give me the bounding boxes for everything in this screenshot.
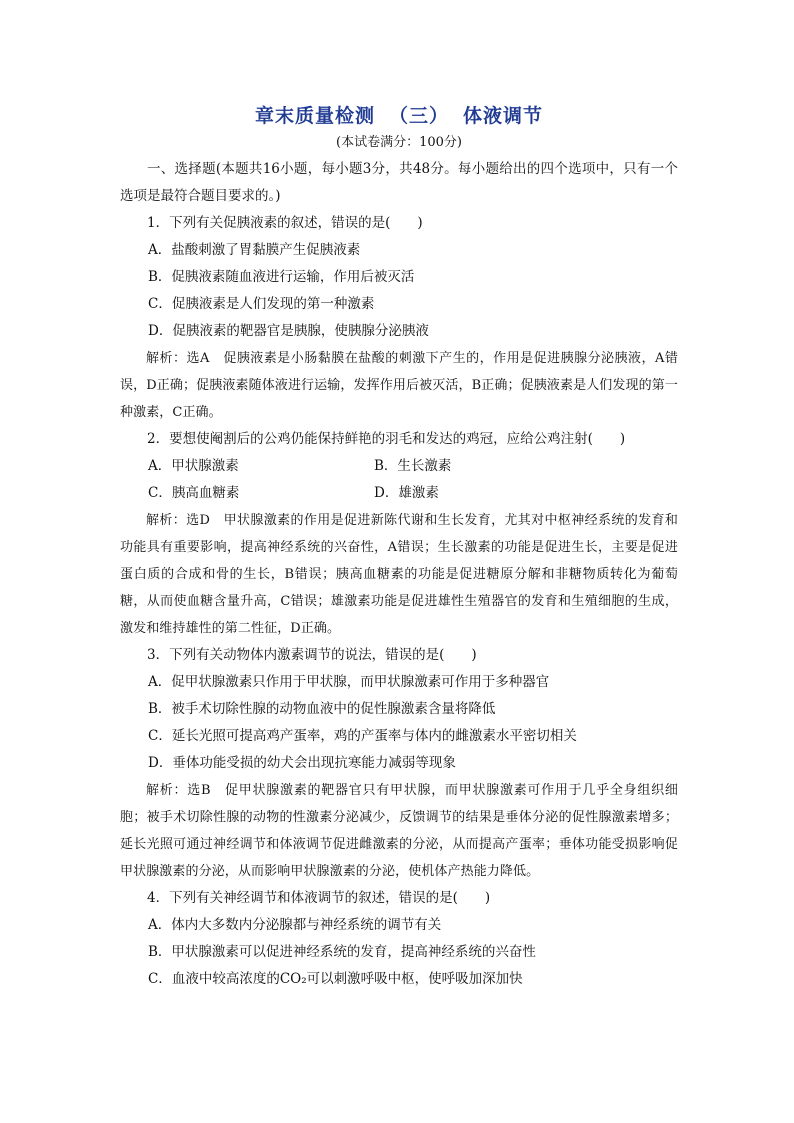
option-c: C．血液中较高浓度的CO₂可以刺激呼吸中枢，使呼吸加深加快 (148, 971, 523, 987)
question-stem: 4．下列有关神经调节和体液调节的叙述，错误的是( ) (147, 890, 491, 906)
title-topic: 体液调节 (463, 105, 544, 127)
option-a: A．促甲状腺激素只作用于甲状腺，而甲状腺激素可作用于多种器官 (148, 674, 550, 690)
option-d: D．雄激素 (374, 485, 439, 501)
title-main: 章末质量检测 (254, 105, 375, 127)
option-d: D．促胰液素的靶器官是胰腺，使胰腺分泌胰液 (148, 323, 429, 339)
option-row (120, 453, 678, 480)
option-c: C．延长光照可提高鸡产蛋率，鸡的产蛋率与体内的雌激素水平密切相关 (148, 728, 577, 744)
option-a: A．甲状腺激素 (148, 458, 239, 474)
page-title (120, 104, 678, 128)
option-b: B．生长激素 (374, 458, 452, 474)
document-page (120, 104, 678, 993)
analysis: 解析：选B 促甲状腺激素的靶器官只有甲状腺，而甲状腺激素可作用于几乎全身组织细胞；被手术切除性腺的动物的性激素分泌减少，反馈调节的结果是垂体分泌的促性腺激素增多；延长光照可通过神经调节和体液调节促进雌激素的分泌，从而提高产蛋率；垂体功能受损影响促甲状腺激素的分泌，从而影响甲状腺激素的分泌，使机体产热能力降低。 (120, 783, 678, 879)
option-a: A．盐酸刺激了胃黏膜产生促胰液素 (148, 242, 361, 258)
option-c: C．促胰液素是人们发现的第一种激素 (148, 296, 375, 312)
option-c: C．胰高血糖素 (148, 485, 240, 501)
question-stem: 2．要想使阉割后的公鸡仍能保持鲜艳的羽毛和发达的鸡冠，应给公鸡注射( ) (147, 431, 626, 447)
option-b: B．促胰液素随血液进行运输，作用后被灭活 (148, 269, 415, 285)
option-row (120, 480, 678, 507)
option-a: A．体内大多数内分泌腺都与神经系统的调节有关 (148, 917, 442, 933)
question-stem: 3．下列有关动物体内激素调节的说法，错误的是( ) (147, 647, 477, 663)
option-b: B．甲状腺激素可以促进神经系统的发育，提高神经系统的兴奋性 (148, 944, 536, 960)
option-d: D．垂体功能受损的幼犬会出现抗寒能力减弱等现象 (148, 755, 456, 771)
question-stem: 1．下列有关促胰液素的叙述，错误的是( ) (147, 215, 423, 231)
score-note: (本试卷满分：100分) (336, 135, 462, 150)
section-intro: 一、选择题(本题共16小题，每小题3分，共48分。每小题给出的四个选项中，只有一个选项是最符合题目要求的。) (120, 161, 678, 204)
option-b: B．被手术切除性腺的动物血液中的促性腺激素含量将降低 (148, 701, 496, 717)
analysis: 解析：选D 甲状腺激素的作用是促进新陈代谢和生长发育，尤其对中枢神经系统的发育和功能具有重要影响，提高神经系统的兴奋性，A错误；生长激素的功能是促进生长，主要是促进蛋白质的合成和骨的生长，B错误；胰高血糖素的功能是促进糖原分解和非糖物质转化为葡萄糖，从而使血糖含量升高，C错误；雄激素功能是促进雄性生殖器官的发育和生殖细胞的生成，激发和维持雄性的第二性征，D正确。 (120, 513, 678, 636)
analysis: 解析：选A 促胰液素是小肠黏膜在盐酸的刺激下产生的，作用是促进胰腺分泌胰液，A错误，D正确；促胰液素随体液进行运输，发挥作用后被灭活，B正确；促胰液素是人们发现的第一种激素，C正确。 (120, 351, 678, 420)
title-number: （三） (388, 105, 449, 127)
